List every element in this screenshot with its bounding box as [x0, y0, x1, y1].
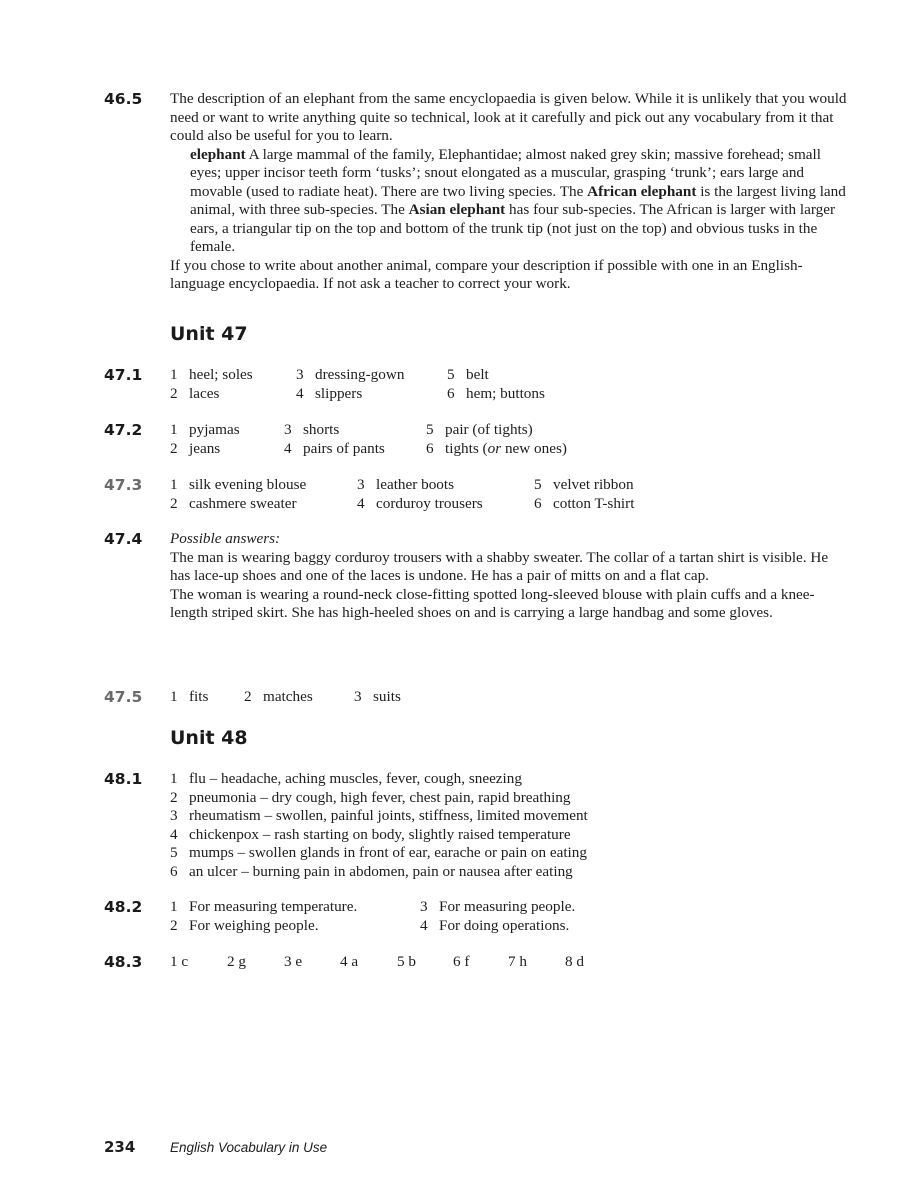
answer-item: 1 pyjamas — [170, 421, 240, 438]
answer-item: 2 cashmere sweater — [170, 494, 297, 512]
match-item: 8 d — [565, 953, 584, 970]
exercise-number: 48.1 — [104, 770, 143, 788]
answer-item: 2 matches — [244, 688, 313, 705]
answer-item: 2 pneumonia – dry cough, high fever, chest pain, rapid breathing — [170, 788, 571, 806]
answer-item: 3 leather boots — [357, 476, 455, 493]
answer-item: 1 fits — [170, 688, 209, 705]
match-item: 5 b — [397, 953, 416, 970]
answer-item: 6 tights (or new ones) — [426, 439, 567, 457]
answer-item: 1 flu – headache, aching muscles, fever, cough, sneezing — [170, 770, 522, 787]
exercise-number: 47.1 — [104, 366, 143, 384]
page-number: 234 — [104, 1138, 136, 1156]
answer-item: 4 For doing operations. — [420, 916, 570, 934]
match-item: 4 a — [340, 953, 359, 970]
unit-47-heading: Unit 47 — [170, 323, 248, 345]
match-item: 7 h — [508, 953, 527, 970]
answer-item: 2 For weighing people. — [170, 916, 319, 934]
exercise-number: 46.5 — [104, 90, 143, 108]
unit-48-heading: Unit 48 — [170, 727, 248, 749]
match-item: 3 e — [284, 953, 303, 970]
book-title: English Vocabulary in Use — [170, 1140, 328, 1155]
answer-item: 3 shorts — [284, 421, 340, 438]
answer-item: 5 velvet ribbon — [534, 476, 634, 493]
exercise-number: 48.3 — [104, 953, 143, 971]
answer-paragraph-man: The man is wearing baggy corduroy trousers with a shabby sweater. The collar of a tartan shirt is visible. He has lace-up shoes and one of the laces is undone. He has a pair of mitts on and a flat cap. — [170, 548, 829, 584]
exercise-number: 47.3 — [104, 476, 143, 494]
answer-item: 3 For measuring people. — [420, 898, 576, 915]
match-item: 6 f — [453, 953, 470, 970]
asian-elephant-term: Asian elephant — [408, 201, 506, 218]
encyclopaedia-entry: elephant A large mammal of the family, Elephantidae; almost naked grey skin; massive forehead; small eyes; upper incisor teeth form ‘tusks’; snout elongated as a muscular, grasping ‘trunk’; ears large and movable (used to radiate heat). There are two living species. The African elephant is the largest living land animal, with three sub-species. The Asian elephant has four sub-species. The African is larger with larger ears, a triangular tip on the top and bottom of the trunk tip (not just on the top) and obvious tusks in the female. — [190, 145, 846, 255]
exercise-number: 47.2 — [104, 421, 143, 439]
answer-item: 1 heel; soles — [170, 366, 253, 383]
answer-item: 4 chickenpox – rash starting on body, slightly raised temperature — [170, 825, 571, 843]
answer-item: 2 laces — [170, 384, 220, 402]
answer-paragraph-woman: The woman is wearing a round-neck close-fitting spotted long-sleeved blouse with plain cuffs and a knee-length striped skirt. She has high-heeled shoes on and is carrying a large handbag and some gloves. — [170, 585, 815, 621]
answer-item: 1 silk evening blouse — [170, 476, 307, 493]
match-item: 1 c — [170, 953, 189, 970]
answer-item: 3 suits — [354, 688, 401, 705]
answer-item: 3 dressing-gown — [296, 366, 405, 383]
african-elephant-term: African elephant — [587, 182, 697, 200]
answer-item: 4 slippers — [296, 384, 363, 402]
outro-paragraph: If you chose to write about another animal, compare your description if possible with one in an English-language encyclopaedia. If not ask a teacher to correct your work. — [170, 256, 803, 292]
answer-item: 6 cotton T-shirt — [534, 494, 635, 512]
exercise-number: 47.4 — [104, 530, 143, 548]
answer-item: 6 hem; buttons — [447, 384, 545, 402]
match-item: 2 g — [227, 953, 246, 970]
answer-item: 4 corduroy trousers — [357, 494, 483, 512]
answer-item: 2 jeans — [170, 439, 221, 457]
answer-item: 3 rheumatism – swollen, painful joints, stiffness, limited movement — [170, 807, 588, 824]
answer-item: 5 pair (of tights) — [426, 421, 533, 438]
answer-item: 6 an ulcer – burning pain in abdomen, pain or nausea after eating — [170, 862, 573, 880]
answer-item: 4 pairs of pants — [284, 439, 385, 457]
answer-item: 5 mumps – swollen glands in front of ear, earache or pain on eating — [170, 844, 587, 861]
answer-item: 1 For measuring temperature. — [170, 898, 358, 915]
intro-paragraph: The description of an elephant from the same encyclopaedia is given below. While it is unlikely that you would need or want to write anything quite so technical, look at it carefully and pick out any vocabulary from it that could also be useful for you to learn. — [170, 90, 847, 144]
exercise-number: 48.2 — [104, 898, 143, 916]
headword: elephant — [190, 145, 246, 163]
answer-item: 5 belt — [447, 366, 489, 383]
possible-answers-label: Possible answers: — [170, 530, 281, 547]
exercise-number: 47.5 — [104, 688, 143, 706]
